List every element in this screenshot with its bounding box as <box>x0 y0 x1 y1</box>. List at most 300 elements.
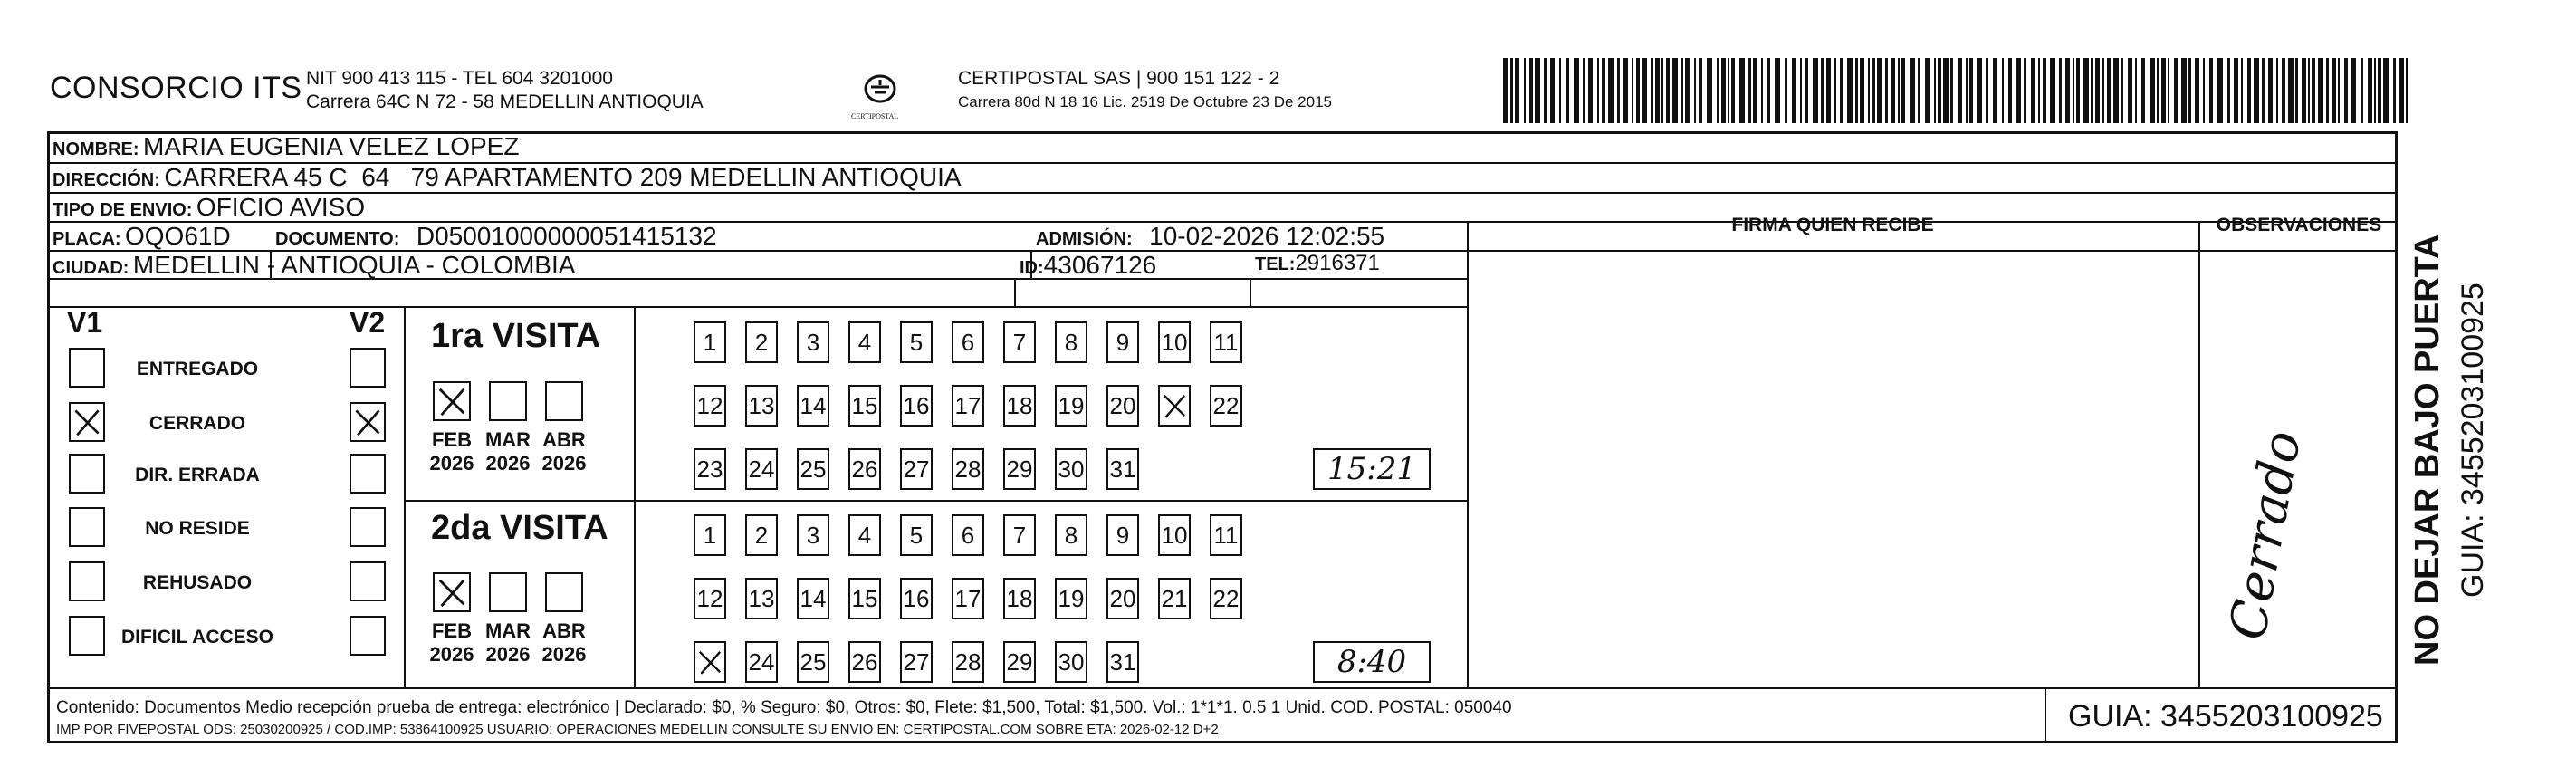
day-number: 17 <box>954 584 982 612</box>
handwritten-time: 15:21 <box>1327 451 1416 487</box>
barcode-bar <box>2282 58 2285 123</box>
barcode-bar <box>1934 58 1936 123</box>
day-number: 29 <box>1006 455 1033 483</box>
barcode-bar <box>1977 58 1982 123</box>
barcode-bar <box>1503 58 1508 123</box>
barcode-bar <box>2174 58 2178 123</box>
tipo-envio-label: TIPO DE ENVIO: <box>53 200 193 220</box>
day-box <box>900 578 933 619</box>
day-box <box>694 641 726 683</box>
day-number: 6 <box>961 328 975 356</box>
day-box <box>952 578 984 619</box>
day-number: 5 <box>909 521 924 549</box>
day-box <box>1055 448 1087 490</box>
day-number: 13 <box>748 391 775 419</box>
day-box <box>694 514 726 556</box>
month-year: 2026 <box>541 452 587 475</box>
month-checkbox <box>489 381 527 421</box>
direccion-label: DIRECCIÓN: <box>53 170 160 190</box>
nit-line-2: Carrera 64C N 72 - 58 MEDELLIN ANTIOQUIA <box>306 91 704 112</box>
cert-line-1: CERTIPOSTAL SAS | 900 151 122 - 2 <box>958 68 1280 89</box>
status-v2-checkbox <box>350 402 386 442</box>
barcode-bar <box>1574 58 1579 123</box>
barcode-bar <box>1566 58 1569 123</box>
barcode-bar <box>2302 58 2306 123</box>
barcode-bar <box>2073 58 2074 123</box>
barcode-bar <box>1632 58 1633 123</box>
day-number: 28 <box>954 455 982 483</box>
day-box <box>1003 578 1036 619</box>
status-label: REHUSADO <box>142 572 253 593</box>
footer-imp-line: IMP POR FIVEPOSTAL ODS: 25030200925 / COD.IMP: 53864100925 USUARIO: OPERACIONES MEDELLIN CONSULTE SU ENVIO EN: CERTIPOSTAL.COM SOBRE ETA: 2026-02-12 D+2 <box>56 722 1219 737</box>
day-box <box>1210 578 1242 619</box>
barcode-bar <box>2135 58 2137 123</box>
barcode-bar <box>1834 58 1836 123</box>
day-box <box>900 321 933 363</box>
barcode-bar <box>2107 58 2111 123</box>
day-box <box>848 321 881 363</box>
day-box <box>1106 514 1139 556</box>
footer-guia: GUIA: 3455203100925 <box>2068 699 2383 734</box>
barcode-bar <box>2002 58 2004 123</box>
day-number: 26 <box>851 648 878 676</box>
barcode-bar <box>1860 58 1864 123</box>
barcode-bar <box>1753 58 1757 123</box>
day-number: 31 <box>1109 455 1136 483</box>
day-box <box>745 578 778 619</box>
side-guia: GUIA: 3455203100925 <box>2456 283 2490 598</box>
barcode-bar <box>1891 58 1895 123</box>
day-box <box>848 448 881 490</box>
v2-header: V2 <box>350 306 386 339</box>
day-box <box>900 385 933 427</box>
documento-value: D05001000000051415132 <box>416 222 717 250</box>
status-v1-checkbox <box>69 454 105 494</box>
day-box <box>1055 641 1087 683</box>
barcode-bar <box>1728 58 1729 123</box>
barcode-bar <box>2332 58 2336 123</box>
day-box <box>797 321 829 363</box>
visit-1-title: 1ra VISITA <box>431 317 601 355</box>
day-box <box>1003 385 1036 427</box>
month-checkbox <box>545 381 583 421</box>
barcode-bar <box>2008 58 2012 123</box>
day-number: 28 <box>954 648 982 676</box>
day-box <box>900 641 933 683</box>
barcode-bar <box>1785 58 1787 123</box>
day-box <box>694 578 726 619</box>
month-year: 2026 <box>429 452 474 475</box>
month-label <box>537 428 591 475</box>
day-number: 11 <box>1213 521 1239 549</box>
barcode-bar <box>1943 58 1949 123</box>
status-v1-checkbox <box>69 507 105 547</box>
day-number: 2 <box>754 328 769 356</box>
barcode-bar <box>1681 58 1683 123</box>
barcode-bar <box>2095 58 2100 123</box>
handwritten-time-box <box>1313 641 1431 683</box>
id-label: ID: <box>1020 258 1044 278</box>
month-name: FEB <box>432 619 472 642</box>
certipostal-logo <box>851 67 905 130</box>
barcode-bar <box>1529 58 1533 123</box>
barcode-bar <box>1868 58 1870 123</box>
admision-value: 10-02-2026 12:02:55 <box>1149 222 1385 250</box>
status-v2-checkbox <box>350 561 386 601</box>
barcode-bar <box>2312 58 2315 123</box>
barcode-bar <box>1672 58 1678 123</box>
barcode-bar <box>2288 58 2294 123</box>
day-number: 26 <box>851 455 878 483</box>
month-name: MAR <box>484 428 531 451</box>
barcode-bar <box>2262 58 2265 123</box>
barcode-bar <box>1898 58 1900 123</box>
day-number: 9 <box>1116 328 1130 356</box>
status-v2-checkbox <box>350 454 386 494</box>
day-number: 9 <box>1116 521 1130 549</box>
status-label: DIFICIL ACCESO <box>120 627 273 648</box>
day-number: 14 <box>800 391 827 419</box>
barcode-bar <box>1821 58 1824 123</box>
barcode-bar <box>2038 58 2040 123</box>
barcode-bar <box>1623 58 1628 123</box>
day-box <box>745 641 778 683</box>
barcode-bar <box>2399 58 2404 123</box>
barcode-bar <box>1617 58 1620 123</box>
day-box <box>745 448 778 490</box>
day-box <box>797 641 829 683</box>
month-checkbox <box>433 572 471 612</box>
barcode-bar <box>1636 58 1640 123</box>
barcode-bar <box>1840 58 1843 123</box>
barcode-bar <box>1877 58 1882 123</box>
day-box <box>952 385 984 427</box>
barcode-bar <box>1792 58 1796 123</box>
barcode-bar <box>1872 58 1875 123</box>
placa-value: OQO61D <box>125 222 231 250</box>
barcode-bar <box>2308 58 2310 123</box>
barcode-bar <box>2378 58 2381 123</box>
day-box <box>952 641 984 683</box>
day-number: 5 <box>909 328 924 356</box>
barcode-bar <box>1969 58 1973 123</box>
barcode-bar <box>2083 58 2089 123</box>
day-number: 19 <box>1058 391 1085 419</box>
barcode-bar <box>1910 58 1915 123</box>
company-nit <box>306 67 704 114</box>
day-box <box>745 321 778 363</box>
barcode-bar <box>1731 58 1735 123</box>
day-box <box>1055 321 1087 363</box>
barcode-bar <box>2338 58 2340 123</box>
barcode-bar <box>2326 58 2329 123</box>
status-v1-checkbox <box>69 616 105 656</box>
barcode-bar <box>2157 58 2159 123</box>
id-value: 43067126 <box>1043 251 1157 279</box>
day-number: 6 <box>961 521 975 549</box>
barcode-bar <box>2195 58 2199 123</box>
status-v2-checkbox <box>350 348 386 388</box>
barcode-bar <box>2031 58 2035 123</box>
barcode-bar <box>1642 58 1647 123</box>
month-label <box>425 619 479 667</box>
day-box <box>1158 514 1191 556</box>
barcode-bar <box>1655 58 1660 123</box>
barcode-bar <box>1524 58 1526 123</box>
barcode-bar <box>1800 58 1802 123</box>
day-number: 18 <box>1006 391 1033 419</box>
barcode-bar <box>2209 58 2213 123</box>
barcode-bar <box>2203 58 2205 123</box>
day-box <box>1055 514 1087 556</box>
barcode-bar <box>1597 58 1599 123</box>
day-box <box>1106 321 1139 363</box>
barcode-bar <box>1901 58 1905 123</box>
day-number: 24 <box>748 455 775 483</box>
barcode-bar <box>2161 58 2166 123</box>
month-year: 2026 <box>429 643 474 666</box>
day-box <box>1158 578 1191 619</box>
day-number: 27 <box>903 648 930 676</box>
barcode-bar <box>1515 58 1519 123</box>
day-number: 13 <box>748 584 775 612</box>
barcode-bar <box>1666 58 1670 123</box>
barcode-bar <box>1950 58 1953 123</box>
day-box <box>1210 385 1242 427</box>
barcode-bar <box>1717 58 1719 123</box>
barcode-bar <box>2043 58 2046 123</box>
day-box <box>1158 321 1191 363</box>
barcode-bar <box>1847 58 1853 123</box>
month-year: 2026 <box>541 643 587 666</box>
day-number: 4 <box>857 328 872 356</box>
day-number: 27 <box>903 455 930 483</box>
month-label <box>537 619 591 667</box>
day-box <box>1003 514 1036 556</box>
status-label: NO RESIDE <box>145 518 250 539</box>
day-box <box>1106 578 1139 619</box>
status-v1-checkbox <box>69 402 105 442</box>
handwritten-time: 8:40 <box>1336 644 1407 680</box>
barcode-bar <box>2344 58 2348 123</box>
status-label: CERRADO <box>148 413 246 434</box>
barcode-bar <box>1707 58 1712 123</box>
barcode-bar <box>1550 58 1555 123</box>
barcode-bar <box>1739 58 1745 123</box>
day-box <box>1106 448 1139 490</box>
day-box <box>900 514 933 556</box>
direccion-value: CARRERA 45 C 64 79 APARTAMENTO 209 MEDELLIN ANTIOQUIA <box>164 163 962 191</box>
day-box <box>900 448 933 490</box>
barcode-bar <box>2374 58 2376 123</box>
barcode-bar <box>2241 58 2243 123</box>
day-box <box>952 448 984 490</box>
footer-content-line: Contenido: Documentos Medio recepción prueba de entrega: electrónico | Declarado: $0, % Seguro: $0, Otros: $0, Flete: $1,500, Total: $1,500. Vol.: 1*1*1. 0.5 1 Unid. COD. POSTAL: 050040 <box>56 698 1512 717</box>
firma-header: FIRMA QUIEN RECIBE <box>1731 215 1934 235</box>
barcode-bar <box>2351 58 2356 123</box>
day-number: 29 <box>1006 648 1033 676</box>
day-box <box>694 448 726 490</box>
day-box <box>1158 385 1191 427</box>
visit-2-title: 2da VISITA <box>431 509 608 547</box>
day-number: 2 <box>754 521 769 549</box>
day-number: 1 <box>703 521 717 549</box>
month-name: ABR <box>542 619 586 642</box>
day-box <box>848 385 881 427</box>
day-box <box>694 385 726 427</box>
day-number: 10 <box>1161 328 1188 356</box>
barcode-bar <box>1608 58 1614 123</box>
barcode-bar <box>1966 58 1968 123</box>
day-box <box>1003 641 1036 683</box>
barcode-bar <box>1761 58 1763 123</box>
nombre-value: MARIA EUGENIA VELEZ LOPEZ <box>143 132 520 160</box>
month-year: 2026 <box>485 452 531 475</box>
barcode-bar <box>1588 58 1593 123</box>
barcode-bar <box>2361 58 2363 123</box>
day-box <box>952 321 984 363</box>
barcode-bar <box>1748 58 1751 123</box>
month-label <box>481 428 535 475</box>
day-box <box>848 641 881 683</box>
barcode-bar <box>2217 58 2223 123</box>
barcode-bar <box>1721 58 1726 123</box>
day-number: 22 <box>1212 391 1240 419</box>
barcode-bar <box>1958 58 1962 123</box>
barcode-bar <box>2406 58 2408 123</box>
barcode-bar <box>2168 58 2169 123</box>
day-number: 8 <box>1064 328 1078 356</box>
status-v2-checkbox <box>350 616 386 656</box>
month-checkbox <box>433 381 471 421</box>
day-number: 12 <box>696 391 723 419</box>
status-label: ENTREGADO <box>136 359 259 379</box>
day-number: 11 <box>1213 328 1239 356</box>
barcode-bar <box>2102 58 2104 123</box>
ciudad-value: MEDELLIN - ANTIOQUIA - COLOMBIA <box>132 251 576 279</box>
day-box <box>1210 321 1242 363</box>
day-number: 30 <box>1058 648 1085 676</box>
day-number: 20 <box>1109 584 1136 612</box>
tel-label: TEL: <box>1255 254 1296 274</box>
day-number: 19 <box>1058 584 1085 612</box>
barcode-bar <box>2188 58 2191 123</box>
nombre-label: NOMBRE: <box>53 139 139 159</box>
observaciones-header: OBSERVACIONES <box>2216 215 2382 235</box>
day-number: 4 <box>857 521 872 549</box>
barcode-bar <box>2065 58 2070 123</box>
barcode-bar <box>2368 58 2372 123</box>
barcode <box>1503 58 2408 123</box>
day-number: 20 <box>1109 391 1136 419</box>
day-box <box>694 321 726 363</box>
barcode-bar <box>1885 58 1888 123</box>
day-box <box>1055 385 1087 427</box>
barcode-bar <box>2254 58 2259 123</box>
day-box <box>797 448 829 490</box>
day-number: 15 <box>851 391 878 419</box>
month-label <box>481 619 535 667</box>
barcode-bar <box>2383 58 2389 123</box>
day-box <box>1003 448 1036 490</box>
barcode-bar <box>2016 58 2021 123</box>
day-box <box>745 514 778 556</box>
barcode-bar <box>1559 58 1561 123</box>
barcode-bar <box>1602 58 1605 123</box>
day-box <box>1106 641 1139 683</box>
barcode-bar <box>1535 58 1540 123</box>
handwritten-time-box <box>1313 448 1431 490</box>
day-number: 24 <box>748 648 775 676</box>
day-box <box>952 514 984 556</box>
barcode-bar <box>1925 58 1930 123</box>
barcode-bar <box>1986 58 1988 123</box>
day-box <box>797 514 829 556</box>
day-number: 12 <box>696 584 723 612</box>
barcode-bar <box>2121 58 2123 123</box>
ciudad-label: CIUDAD: <box>53 258 129 278</box>
day-number: 30 <box>1058 455 1085 483</box>
day-number: 16 <box>903 391 930 419</box>
cert-line-2: Carrera 80d N 18 16 Lic. 2519 De Octubre 23 De 2015 <box>958 93 1332 110</box>
day-box <box>745 385 778 427</box>
barcode-bar <box>2393 58 2396 123</box>
day-box <box>848 578 881 619</box>
barcode-bar <box>1918 58 1920 123</box>
barcode-bar <box>1510 58 1513 123</box>
day-number: 3 <box>806 521 820 549</box>
observaciones-handwriting: Cerrado <box>2218 427 2313 645</box>
side-warning: NO DEJAR BAJO PUERTA <box>2408 234 2447 666</box>
v1-header: V1 <box>67 306 103 339</box>
status-v1-checkbox <box>69 348 105 388</box>
barcode-bar <box>1685 58 1690 123</box>
day-number: 25 <box>800 455 827 483</box>
month-name: MAR <box>484 619 531 642</box>
nit-line-1: NIT 900 413 115 - TEL 604 3201000 <box>306 68 613 89</box>
barcode-bar <box>1651 58 1653 123</box>
barcode-bar <box>2024 58 2026 123</box>
barcode-bar <box>2268 58 2273 123</box>
day-box <box>797 385 829 427</box>
month-checkbox <box>489 572 527 612</box>
barcode-bar <box>1993 58 1997 123</box>
day-number: 3 <box>806 328 820 356</box>
month-year: 2026 <box>485 643 531 666</box>
barcode-bar <box>2227 58 2230 123</box>
barcode-bar <box>2181 58 2187 123</box>
day-number: 7 <box>1012 521 1027 549</box>
barcode-bar <box>2091 58 2093 123</box>
month-label <box>425 428 479 475</box>
barcode-bar <box>1775 58 1780 123</box>
barcode-bar <box>1805 58 1808 123</box>
barcode-bar <box>2318 58 2323 123</box>
status-v2-checkbox <box>350 507 386 547</box>
status-label: DIR. ERRADA <box>135 465 260 485</box>
day-box <box>1003 321 1036 363</box>
certipostal-info <box>958 67 1332 114</box>
documento-label: DOCUMENTO: <box>275 229 400 249</box>
day-number: 15 <box>851 584 878 612</box>
day-box <box>1210 514 1242 556</box>
day-box <box>1055 578 1087 619</box>
barcode-bar <box>2113 58 2119 123</box>
barcode-bar <box>1938 58 1941 123</box>
barcode-bar <box>2150 58 2155 123</box>
barcode-bar <box>1855 58 1858 123</box>
day-number: 22 <box>1212 584 1240 612</box>
